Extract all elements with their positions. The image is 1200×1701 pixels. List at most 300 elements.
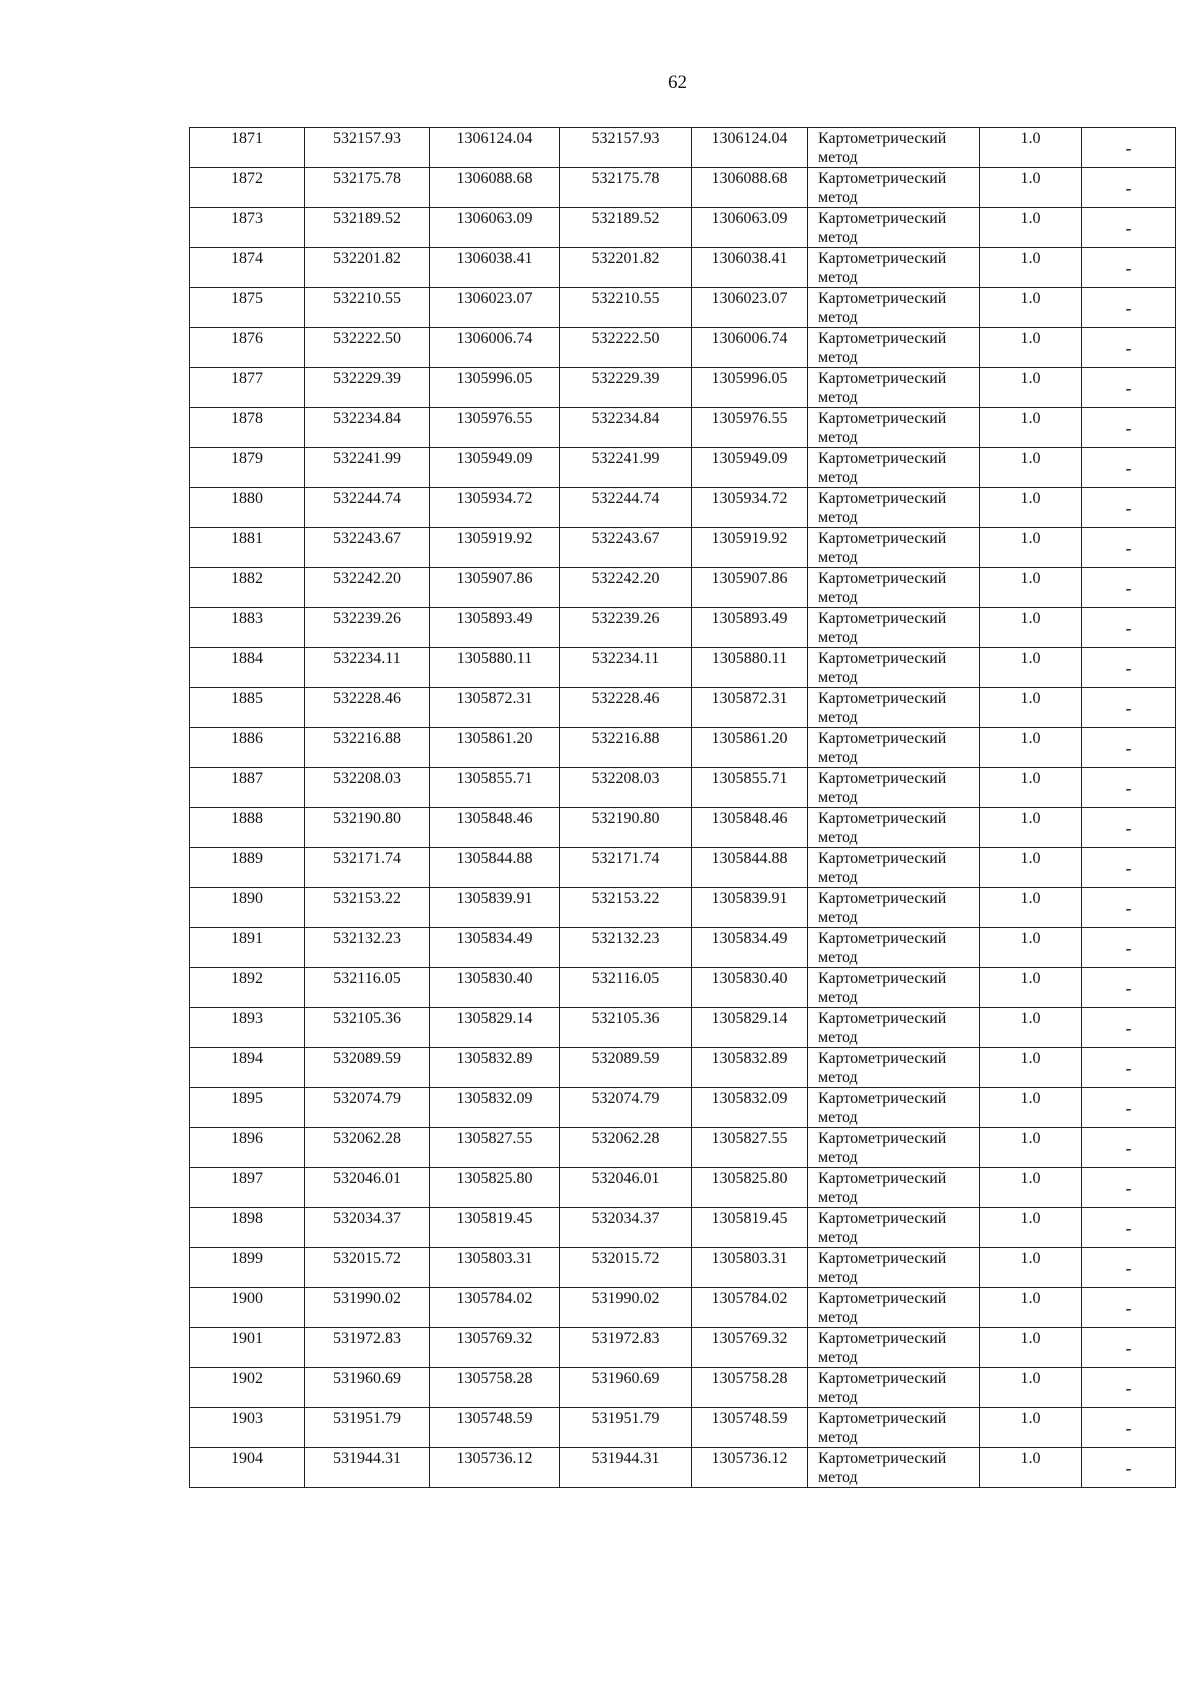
table-row <box>190 848 1176 888</box>
point-number-cell: 1885 <box>190 688 305 728</box>
x-new-cell: 532089.59 <box>560 1048 692 1088</box>
point-number-cell: 1904 <box>190 1448 305 1488</box>
method-cell: Картометрический метод <box>808 1168 980 1208</box>
y-new-cell: 1305769.32 <box>692 1328 808 1368</box>
table-row <box>190 928 1176 968</box>
y-old-cell: 1305819.45 <box>430 1208 560 1248</box>
y-old-cell: 1305769.32 <box>430 1328 560 1368</box>
table-row <box>190 768 1176 808</box>
point-number-cell: 1878 <box>190 408 305 448</box>
point-number-cell: 1892 <box>190 968 305 1008</box>
note-cell: - <box>1082 1448 1176 1488</box>
x-new-cell: 532132.23 <box>560 928 692 968</box>
method-cell: Картометрический метод <box>808 528 980 568</box>
x-new-cell: 532208.03 <box>560 768 692 808</box>
method-cell: Картометрический метод <box>808 408 980 448</box>
precision-cell: 1.0 <box>980 928 1082 968</box>
point-number-cell: 1874 <box>190 248 305 288</box>
table-row <box>190 408 1176 448</box>
y-old-cell: 1305949.09 <box>430 448 560 488</box>
method-cell: Картометрический метод <box>808 328 980 368</box>
method-cell: Картометрический метод <box>808 688 980 728</box>
y-old-cell: 1305907.86 <box>430 568 560 608</box>
x-old-cell: 532190.80 <box>305 808 430 848</box>
y-new-cell: 1305819.45 <box>692 1208 808 1248</box>
x-new-cell: 531972.83 <box>560 1328 692 1368</box>
method-cell: Картометрический метод <box>808 768 980 808</box>
note-cell: - <box>1082 968 1176 1008</box>
x-old-cell: 532015.72 <box>305 1248 430 1288</box>
x-new-cell: 532228.46 <box>560 688 692 728</box>
note-cell: - <box>1082 1408 1176 1448</box>
x-old-cell: 532244.74 <box>305 488 430 528</box>
x-old-cell: 532239.26 <box>305 608 430 648</box>
y-old-cell: 1305919.92 <box>430 528 560 568</box>
y-old-cell: 1305861.20 <box>430 728 560 768</box>
y-old-cell: 1306038.41 <box>430 248 560 288</box>
y-new-cell: 1305803.31 <box>692 1248 808 1288</box>
precision-cell: 1.0 <box>980 728 1082 768</box>
x-new-cell: 532171.74 <box>560 848 692 888</box>
point-number-cell: 1884 <box>190 648 305 688</box>
y-old-cell: 1305832.09 <box>430 1088 560 1128</box>
precision-cell: 1.0 <box>980 488 1082 528</box>
x-old-cell: 532208.03 <box>305 768 430 808</box>
x-old-cell: 531951.79 <box>305 1408 430 1448</box>
method-cell: Картометрический метод <box>808 128 980 168</box>
precision-cell: 1.0 <box>980 848 1082 888</box>
precision-cell: 1.0 <box>980 1128 1082 1168</box>
precision-cell: 1.0 <box>980 1328 1082 1368</box>
x-new-cell: 531951.79 <box>560 1408 692 1448</box>
x-old-cell: 532243.67 <box>305 528 430 568</box>
method-cell: Картометрический метод <box>808 608 980 648</box>
precision-cell: 1.0 <box>980 1088 1082 1128</box>
y-new-cell: 1306023.07 <box>692 288 808 328</box>
y-old-cell: 1305784.02 <box>430 1288 560 1328</box>
note-cell: - <box>1082 1208 1176 1248</box>
precision-cell: 1.0 <box>980 368 1082 408</box>
precision-cell: 1.0 <box>980 688 1082 728</box>
note-cell: - <box>1082 688 1176 728</box>
precision-cell: 1.0 <box>980 168 1082 208</box>
point-number-cell: 1902 <box>190 1368 305 1408</box>
x-new-cell: 532046.01 <box>560 1168 692 1208</box>
y-new-cell: 1305872.31 <box>692 688 808 728</box>
x-old-cell: 531960.69 <box>305 1368 430 1408</box>
y-old-cell: 1306063.09 <box>430 208 560 248</box>
table-row <box>190 528 1176 568</box>
x-new-cell: 532116.05 <box>560 968 692 1008</box>
y-new-cell: 1305784.02 <box>692 1288 808 1328</box>
y-new-cell: 1305758.28 <box>692 1368 808 1408</box>
table-row <box>190 488 1176 528</box>
table-row <box>190 368 1176 408</box>
note-cell: - <box>1082 888 1176 928</box>
x-old-cell: 532210.55 <box>305 288 430 328</box>
x-old-cell: 532171.74 <box>305 848 430 888</box>
table-row <box>190 648 1176 688</box>
y-new-cell: 1305830.40 <box>692 968 808 1008</box>
point-number-cell: 1890 <box>190 888 305 928</box>
table-row <box>190 1328 1176 1368</box>
method-cell: Картометрический метод <box>808 1048 980 1088</box>
x-new-cell: 532157.93 <box>560 128 692 168</box>
x-new-cell: 532210.55 <box>560 288 692 328</box>
note-cell: - <box>1082 328 1176 368</box>
point-number-cell: 1873 <box>190 208 305 248</box>
x-new-cell: 532234.11 <box>560 648 692 688</box>
y-old-cell: 1306023.07 <box>430 288 560 328</box>
precision-cell: 1.0 <box>980 528 1082 568</box>
y-new-cell: 1306088.68 <box>692 168 808 208</box>
y-new-cell: 1305861.20 <box>692 728 808 768</box>
point-number-cell: 1895 <box>190 1088 305 1128</box>
precision-cell: 1.0 <box>980 1168 1082 1208</box>
method-cell: Картометрический метод <box>808 1448 980 1488</box>
y-new-cell: 1305844.88 <box>692 848 808 888</box>
note-cell: - <box>1082 448 1176 488</box>
coordinates-table <box>189 127 1176 1488</box>
x-old-cell: 532234.84 <box>305 408 430 448</box>
table-row <box>190 1128 1176 1168</box>
point-number-cell: 1880 <box>190 488 305 528</box>
table-row <box>190 208 1176 248</box>
y-new-cell: 1305907.86 <box>692 568 808 608</box>
precision-cell: 1.0 <box>980 448 1082 488</box>
note-cell: - <box>1082 1168 1176 1208</box>
precision-cell: 1.0 <box>980 768 1082 808</box>
method-cell: Картометрический метод <box>808 1248 980 1288</box>
y-old-cell: 1305748.59 <box>430 1408 560 1448</box>
y-old-cell: 1305848.46 <box>430 808 560 848</box>
point-number-cell: 1899 <box>190 1248 305 1288</box>
x-new-cell: 532216.88 <box>560 728 692 768</box>
x-old-cell: 532241.99 <box>305 448 430 488</box>
y-old-cell: 1305758.28 <box>430 1368 560 1408</box>
y-new-cell: 1305829.14 <box>692 1008 808 1048</box>
method-cell: Картометрический метод <box>808 808 980 848</box>
y-old-cell: 1305880.11 <box>430 648 560 688</box>
x-new-cell: 532062.28 <box>560 1128 692 1168</box>
y-old-cell: 1305832.89 <box>430 1048 560 1088</box>
table-row <box>190 448 1176 488</box>
x-old-cell: 532105.36 <box>305 1008 430 1048</box>
point-number-cell: 1894 <box>190 1048 305 1088</box>
y-old-cell: 1305825.80 <box>430 1168 560 1208</box>
point-number-cell: 1901 <box>190 1328 305 1368</box>
table-body <box>190 128 1176 1488</box>
x-new-cell: 531944.31 <box>560 1448 692 1488</box>
method-cell: Картометрический метод <box>808 168 980 208</box>
y-new-cell: 1305880.11 <box>692 648 808 688</box>
point-number-cell: 1903 <box>190 1408 305 1448</box>
note-cell: - <box>1082 528 1176 568</box>
method-cell: Картометрический метод <box>808 1088 980 1128</box>
y-old-cell: 1305976.55 <box>430 408 560 448</box>
x-old-cell: 532157.93 <box>305 128 430 168</box>
method-cell: Картометрический метод <box>808 888 980 928</box>
table-row <box>190 248 1176 288</box>
x-new-cell: 532189.52 <box>560 208 692 248</box>
y-new-cell: 1306038.41 <box>692 248 808 288</box>
precision-cell: 1.0 <box>980 288 1082 328</box>
method-cell: Картометрический метод <box>808 1408 980 1448</box>
y-new-cell: 1305848.46 <box>692 808 808 848</box>
y-old-cell: 1306006.74 <box>430 328 560 368</box>
x-new-cell: 532241.99 <box>560 448 692 488</box>
x-new-cell: 532105.36 <box>560 1008 692 1048</box>
x-new-cell: 532074.79 <box>560 1088 692 1128</box>
precision-cell: 1.0 <box>980 1008 1082 1048</box>
precision-cell: 1.0 <box>980 1448 1082 1488</box>
x-old-cell: 531972.83 <box>305 1328 430 1368</box>
table-row <box>190 1048 1176 1088</box>
note-cell: - <box>1082 1248 1176 1288</box>
precision-cell: 1.0 <box>980 968 1082 1008</box>
note-cell: - <box>1082 1088 1176 1128</box>
point-number-cell: 1891 <box>190 928 305 968</box>
x-old-cell: 532189.52 <box>305 208 430 248</box>
table-row <box>190 288 1176 328</box>
point-number-cell: 1879 <box>190 448 305 488</box>
x-new-cell: 532222.50 <box>560 328 692 368</box>
method-cell: Картометрический метод <box>808 288 980 328</box>
method-cell: Картометрический метод <box>808 1368 980 1408</box>
x-old-cell: 532034.37 <box>305 1208 430 1248</box>
note-cell: - <box>1082 1128 1176 1168</box>
y-old-cell: 1305736.12 <box>430 1448 560 1488</box>
y-new-cell: 1305919.92 <box>692 528 808 568</box>
method-cell: Картометрический метод <box>808 1128 980 1168</box>
x-new-cell: 532239.26 <box>560 608 692 648</box>
y-old-cell: 1305834.49 <box>430 928 560 968</box>
y-new-cell: 1306124.04 <box>692 128 808 168</box>
table-row <box>190 568 1176 608</box>
note-cell: - <box>1082 1328 1176 1368</box>
table-row <box>190 1008 1176 1048</box>
precision-cell: 1.0 <box>980 128 1082 168</box>
x-old-cell: 532132.23 <box>305 928 430 968</box>
y-new-cell: 1305832.09 <box>692 1088 808 1128</box>
y-old-cell: 1305839.91 <box>430 888 560 928</box>
point-number-cell: 1889 <box>190 848 305 888</box>
table-row <box>190 128 1176 168</box>
y-old-cell: 1305934.72 <box>430 488 560 528</box>
note-cell: - <box>1082 568 1176 608</box>
note-cell: - <box>1082 208 1176 248</box>
table-row <box>190 1248 1176 1288</box>
table-row <box>190 608 1176 648</box>
table-row <box>190 1368 1176 1408</box>
point-number-cell: 1875 <box>190 288 305 328</box>
note-cell: - <box>1082 848 1176 888</box>
y-new-cell: 1305827.55 <box>692 1128 808 1168</box>
point-number-cell: 1900 <box>190 1288 305 1328</box>
y-new-cell: 1306006.74 <box>692 328 808 368</box>
precision-cell: 1.0 <box>980 328 1082 368</box>
y-old-cell: 1305827.55 <box>430 1128 560 1168</box>
note-cell: - <box>1082 488 1176 528</box>
x-new-cell: 532243.67 <box>560 528 692 568</box>
x-new-cell: 531960.69 <box>560 1368 692 1408</box>
precision-cell: 1.0 <box>980 1208 1082 1248</box>
table-row <box>190 1408 1176 1448</box>
x-new-cell: 532201.82 <box>560 248 692 288</box>
point-number-cell: 1881 <box>190 528 305 568</box>
precision-cell: 1.0 <box>980 808 1082 848</box>
x-old-cell: 532074.79 <box>305 1088 430 1128</box>
method-cell: Картометрический метод <box>808 1288 980 1328</box>
note-cell: - <box>1082 1008 1176 1048</box>
x-old-cell: 532153.22 <box>305 888 430 928</box>
note-cell: - <box>1082 408 1176 448</box>
y-old-cell: 1305844.88 <box>430 848 560 888</box>
y-old-cell: 1305829.14 <box>430 1008 560 1048</box>
x-old-cell: 532234.11 <box>305 648 430 688</box>
x-new-cell: 532229.39 <box>560 368 692 408</box>
table-row <box>190 728 1176 768</box>
precision-cell: 1.0 <box>980 648 1082 688</box>
method-cell: Картометрический метод <box>808 568 980 608</box>
table-row <box>190 1448 1176 1488</box>
method-cell: Картометрический метод <box>808 248 980 288</box>
note-cell: - <box>1082 728 1176 768</box>
method-cell: Картометрический метод <box>808 728 980 768</box>
note-cell: - <box>1082 768 1176 808</box>
point-number-cell: 1871 <box>190 128 305 168</box>
y-old-cell: 1305855.71 <box>430 768 560 808</box>
y-old-cell: 1305893.49 <box>430 608 560 648</box>
y-new-cell: 1305976.55 <box>692 408 808 448</box>
x-new-cell: 532015.72 <box>560 1248 692 1288</box>
y-new-cell: 1305736.12 <box>692 1448 808 1488</box>
point-number-cell: 1893 <box>190 1008 305 1048</box>
note-cell: - <box>1082 928 1176 968</box>
method-cell: Картометрический метод <box>808 928 980 968</box>
note-cell: - <box>1082 1288 1176 1328</box>
note-cell: - <box>1082 608 1176 648</box>
table-row <box>190 808 1176 848</box>
precision-cell: 1.0 <box>980 568 1082 608</box>
point-number-cell: 1898 <box>190 1208 305 1248</box>
note-cell: - <box>1082 648 1176 688</box>
note-cell: - <box>1082 368 1176 408</box>
point-number-cell: 1883 <box>190 608 305 648</box>
y-new-cell: 1305996.05 <box>692 368 808 408</box>
table-row <box>190 888 1176 928</box>
x-new-cell: 532242.20 <box>560 568 692 608</box>
precision-cell: 1.0 <box>980 1368 1082 1408</box>
point-number-cell: 1888 <box>190 808 305 848</box>
point-number-cell: 1877 <box>190 368 305 408</box>
method-cell: Картометрический метод <box>808 1008 980 1048</box>
x-new-cell: 532034.37 <box>560 1208 692 1248</box>
method-cell: Картометрический метод <box>808 648 980 688</box>
note-cell: - <box>1082 128 1176 168</box>
precision-cell: 1.0 <box>980 1048 1082 1088</box>
x-old-cell: 532089.59 <box>305 1048 430 1088</box>
table-row <box>190 1168 1176 1208</box>
x-old-cell: 532116.05 <box>305 968 430 1008</box>
table-row <box>190 1088 1176 1128</box>
y-new-cell: 1306063.09 <box>692 208 808 248</box>
x-old-cell: 532046.01 <box>305 1168 430 1208</box>
x-old-cell: 532222.50 <box>305 328 430 368</box>
y-old-cell: 1305872.31 <box>430 688 560 728</box>
point-number-cell: 1886 <box>190 728 305 768</box>
precision-cell: 1.0 <box>980 208 1082 248</box>
note-cell: - <box>1082 288 1176 328</box>
x-old-cell: 532175.78 <box>305 168 430 208</box>
note-cell: - <box>1082 1368 1176 1408</box>
x-old-cell: 532062.28 <box>305 1128 430 1168</box>
table-row <box>190 968 1176 1008</box>
method-cell: Картометрический метод <box>808 488 980 528</box>
precision-cell: 1.0 <box>980 1248 1082 1288</box>
precision-cell: 1.0 <box>980 408 1082 448</box>
y-new-cell: 1305748.59 <box>692 1408 808 1448</box>
x-old-cell: 531944.31 <box>305 1448 430 1488</box>
table-row <box>190 1208 1176 1248</box>
precision-cell: 1.0 <box>980 888 1082 928</box>
x-new-cell: 532175.78 <box>560 168 692 208</box>
point-number-cell: 1887 <box>190 768 305 808</box>
table-row <box>190 328 1176 368</box>
x-new-cell: 532234.84 <box>560 408 692 448</box>
note-cell: - <box>1082 808 1176 848</box>
precision-cell: 1.0 <box>980 1408 1082 1448</box>
y-old-cell: 1305830.40 <box>430 968 560 1008</box>
x-old-cell: 532216.88 <box>305 728 430 768</box>
y-new-cell: 1305832.89 <box>692 1048 808 1088</box>
y-old-cell: 1306088.68 <box>430 168 560 208</box>
x-new-cell: 531990.02 <box>560 1288 692 1328</box>
precision-cell: 1.0 <box>980 608 1082 648</box>
x-new-cell: 532153.22 <box>560 888 692 928</box>
note-cell: - <box>1082 1048 1176 1088</box>
table-row <box>190 168 1176 208</box>
x-old-cell: 531990.02 <box>305 1288 430 1328</box>
x-old-cell: 532201.82 <box>305 248 430 288</box>
point-number-cell: 1896 <box>190 1128 305 1168</box>
page-number: 62 <box>668 72 687 93</box>
x-old-cell: 532242.20 <box>305 568 430 608</box>
y-old-cell: 1306124.04 <box>430 128 560 168</box>
y-new-cell: 1305855.71 <box>692 768 808 808</box>
precision-cell: 1.0 <box>980 1288 1082 1328</box>
x-old-cell: 532229.39 <box>305 368 430 408</box>
method-cell: Картометрический метод <box>808 1328 980 1368</box>
method-cell: Картометрический метод <box>808 448 980 488</box>
table-row <box>190 1288 1176 1328</box>
point-number-cell: 1897 <box>190 1168 305 1208</box>
y-new-cell: 1305934.72 <box>692 488 808 528</box>
x-new-cell: 532244.74 <box>560 488 692 528</box>
method-cell: Картометрический метод <box>808 368 980 408</box>
point-number-cell: 1872 <box>190 168 305 208</box>
y-new-cell: 1305834.49 <box>692 928 808 968</box>
x-new-cell: 532190.80 <box>560 808 692 848</box>
note-cell: - <box>1082 168 1176 208</box>
note-cell: - <box>1082 248 1176 288</box>
y-new-cell: 1305825.80 <box>692 1168 808 1208</box>
precision-cell: 1.0 <box>980 248 1082 288</box>
x-old-cell: 532228.46 <box>305 688 430 728</box>
method-cell: Картометрический метод <box>808 848 980 888</box>
y-new-cell: 1305893.49 <box>692 608 808 648</box>
table-row <box>190 688 1176 728</box>
